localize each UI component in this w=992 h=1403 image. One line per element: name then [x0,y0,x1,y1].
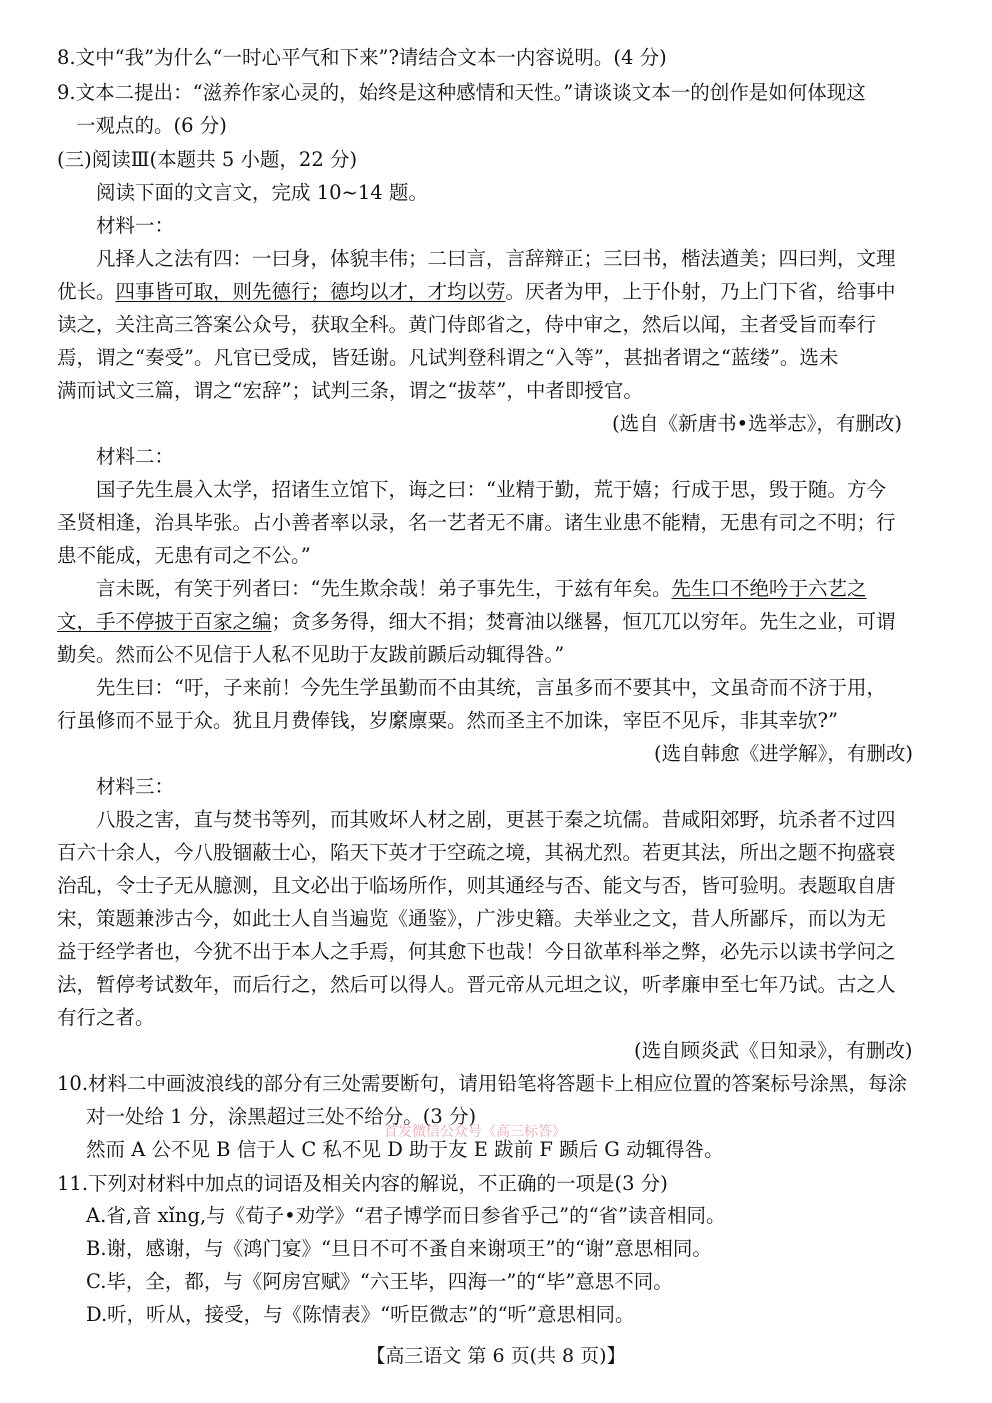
material-2-line-2: 圣贤相逢，治具毕张。占小善者率以录，名一艺者无不庸。诸生业患不能精，无患有司之不明；行 [57,511,896,534]
material-3-line-4: 宋，策题兼涉古今，如此士人自当遍览《通鉴》，广涉史籍。夫举业之文，昔人所鄙斥，而以为无 [57,907,886,930]
question-9-line-2: 一观点的。(6 分) [76,114,227,137]
material-3-line-3: 治乱，令士子无从臆测，且文必出于临场所作，则其通经与否、能文与否，皆可验明。表题取自唐 [57,874,896,897]
material-2-underlined-sentence: 文，手不停披于百家之编 [57,610,272,633]
question-11-option-d: D.听，听从，接受，与《陈情表》“听臣微志”的“听”意思相同。 [86,1303,635,1326]
material-1-line-2 [57,279,896,305]
material-1-underlined-sentence: 四事皆可取，则先德行；德均以才，才均以劳 [115,280,506,303]
question-10-line-1: 10.材料二中画波浪线的部分有三处需要断句，请用铅笔将答题卡上相应位置的答案标号涂黑，每涂 [57,1072,908,1095]
material-2-text: 言未既，有笑于列者曰：“先生欺余哉！弟子事先生，于兹有年矣。 [96,577,672,600]
material-2-line-8: 行虽修而不显于众。犹且月费俸钱，岁縻廪粟。然而圣主不加诛，宰臣不见斥，非其幸欤?” [57,709,838,732]
material-1-text: 优长。 [57,280,116,303]
material-2-line-7: 先生曰：“吁，子来前！今先生学虽勤而不由其统，言虽多而不要其中，文虽奇而不济于用， [96,676,886,699]
material-2-line-6: 勤矣。然而公不见信于人私不见助于友跋前踬后动辄得咎。” [57,643,565,666]
material-2-underlined-sentence: 先生口不绝吟于六艺之 [671,577,867,600]
watermark: 首发微信公众号《高三标答》 [384,1124,566,1140]
question-11-option-c: C.毕，全，都，与《阿房宫赋》“六王毕，四海一”的“毕”意思不同。 [86,1270,673,1293]
question-10-line-2: 对一处给 1 分，涂黑超过三处不给分。(3 分) [86,1105,477,1128]
material-1-label: 材料一： [96,214,175,237]
material-3-line-7: 有行之者。 [57,1006,155,1029]
material-2-label: 材料二： [96,445,175,468]
material-1-line-4: 焉，谓之“奏受”。凡官已受成，皆廷谢。凡试判登科谓之“入等”，甚拙者谓之“蓝缕”。选未 [57,346,839,369]
material-3-line-1: 八股之害，直与焚书等列，而其败坏人材之剧，更甚于秦之坑儒。昔咸阳郊野，坑杀者不过四 [96,808,896,831]
material-1-line-3: 读之，关注高三答案公众号，获取全科。黄门侍郎省之，侍中审之，然后以闻，主者受旨而奉行 [57,313,877,336]
question-11-option-b: B.谢，感谢，与《鸿门宴》“旦日不可不蚤自来谢项王”的“谢”意思相同。 [86,1237,712,1260]
material-3-line-5: 益于经学者也，今犹不出于本人之手焉，何其愈下也哉！今日欲革科举之弊，必先示以读书学问之 [57,940,896,963]
material-3-source: (选自顾炎武《日知录》，有删改) [634,1039,913,1062]
material-3-line-6: 法，暂停考试数年，而后行之，然后可以得人。晋元帝从元坦之议，听孝廉申至七年乃试。古之人 [57,973,896,996]
material-2-line-1: 国子先生晨入太学，招诸生立馆下，诲之曰：“业精于勤，荒于嬉；行成于思，毁于随。方今 [96,478,886,501]
question-11-stem: 11.下列对材料中加点的词语及相关内容的解说，不正确的一项是(3 分) [57,1172,668,1195]
section-instruction: 阅读下面的文言文，完成 10~14 题。 [96,181,428,204]
material-2-text: ；贪多务得，细大不捐；焚膏油以继晷，恒兀兀以穷年。先生之业，可谓 [271,610,896,633]
page-footer: 【高三语文 第 6 页(共 8 页)】 [366,1345,626,1367]
material-1-source: (选自《新唐书•选举志》，有删改) [612,412,902,435]
question-10-line-3: 然而 A 公不见 B 信于人 C 私不见 D 助于友 E 跋前 F 踬后 G 动辄得咎。 [86,1138,724,1161]
question-9-line-1: 9.文本二提出：“滋养作家心灵的，始终是这种感情和天性。”请谈谈文本一的创作是如何体现这 [57,81,866,104]
material-2-line-3: 患不能成，无患有司之不公。” [57,544,311,567]
question-8: 8.文中“我”为什么“一时心平气和下来”?请结合文本一内容说明。(4 分) [57,46,667,69]
material-1-text: 。厌者为甲，上于仆射，乃上门下省，给事中 [505,280,896,303]
material-1-line-1: 凡择人之法有四：一曰身，体貌丰伟；二曰言，言辞辩正；三曰书，楷法遒美；四曰判，文理 [96,247,896,270]
material-3-line-2: 百六十余人，今八股锢蔽士心，陷天下英才于空疏之境，其祸尤烈。若更其法，所出之题不拘盛衰 [57,841,896,864]
material-3-label: 材料三： [96,775,175,798]
material-1-line-5: 满而试文三篇，谓之“宏辞”；试判三条，谓之“拔萃”，中者即授官。 [57,379,643,402]
section-title: (三)阅读Ⅲ(本题共 5 小题，22 分) [57,148,358,171]
material-2-source: (选自韩愈《进学解》，有删改) [654,742,913,765]
material-2-line-5 [57,609,896,635]
material-2-line-4 [96,576,867,602]
question-11-option-a: A.省,音 xǐng,与《荀子•劝学》“君子博学而日参省乎己”的“省”读音相同。 [86,1204,726,1227]
